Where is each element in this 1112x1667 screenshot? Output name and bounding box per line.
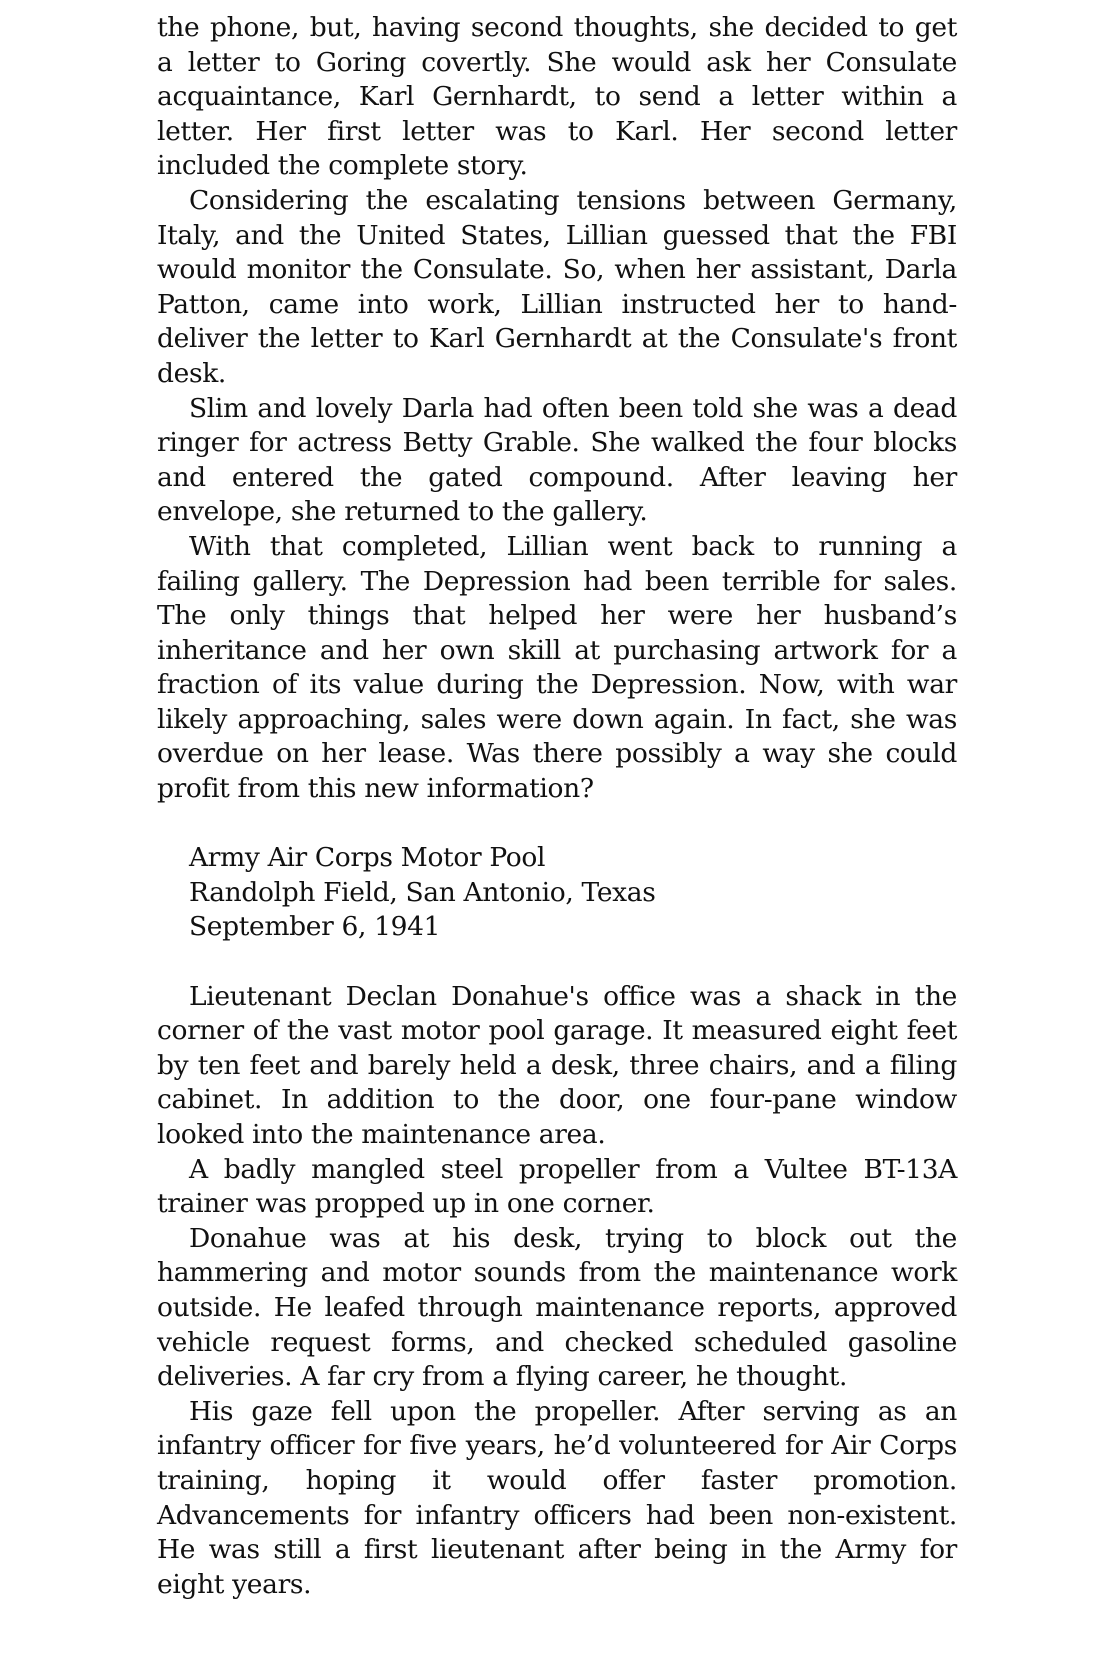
paragraph: Slim and lovely Darla had often been told she was a dead ringer for actress Betty Grable. She walked the four blocks and entered the gated compound. After leaving her envelope, she returned to the gallery.: [157, 392, 957, 528]
paragraph: Donahue was at his desk, trying to block out the hammering and motor sounds from the maintenance work outside. He leafed through maintenance reports, approved vehicle request forms, and checked scheduled gasoline deliveries. A far cry from a flying career, he thought.: [157, 1222, 957, 1393]
scene-location: Army Air Corps Motor Pool: [189, 842, 546, 874]
paragraph: the phone, but, having second thoughts, she decided to get a letter to Goring covertly. She would ask her Consulate acquaintance, Karl Gernhardt, to send a letter within a letter. Her first letter was to Karl. Her second letter included the complete story.: [157, 12, 957, 182]
book-page: [157, 11, 957, 1602]
paragraph: With that completed, Lillian went back to running a failing gallery. The Depression had been terrible for sales. The only things that helped her were her husband’s inheritance and her own skill at purchasing artwork for a fraction of its value during the Depression. Now, with war likely approaching, sales were down again. In fact, she was overdue on her lease. Was there possibly a way she could profit from this new information?: [157, 530, 957, 805]
section-one: [157, 11, 957, 807]
paragraph: A badly mangled steel propeller from a Vultee BT-13A trainer was propped up in one corner.: [157, 1153, 957, 1220]
scene-heading: [189, 841, 957, 945]
paragraph: Lieutenant Declan Donahue's office was a shack in the corner of the vast motor pool garage. It measured eight feet by ten feet and barely held a desk, three chairs, and a filing cabinet. In addition to the door, one four-pane window looked into the maintenance area.: [157, 980, 957, 1150]
scene-date: September 6, 1941: [189, 911, 441, 943]
scene-place: Randolph Field, San Antonio, Texas: [189, 876, 656, 908]
paragraph: His gaze fell upon the propeller. After serving as an infantry officer for five years, he’d volunteered for Air Corps training, hoping it would offer faster promotion. Advancements for infantry officers had been non-existent. He was still a first lieutenant after being in the Army for eight years.: [157, 1395, 957, 1600]
section-two: [157, 980, 957, 1603]
paragraph: Considering the escalating tensions between Germany, Italy, and the United States, Lillian guessed that the FBI would monitor the Consulate. So, when her assistant, Darla Patton, came into work, Lillian instructed her to hand-deliver the letter to Karl Gernhardt at the Consulate's front desk.: [157, 184, 957, 389]
